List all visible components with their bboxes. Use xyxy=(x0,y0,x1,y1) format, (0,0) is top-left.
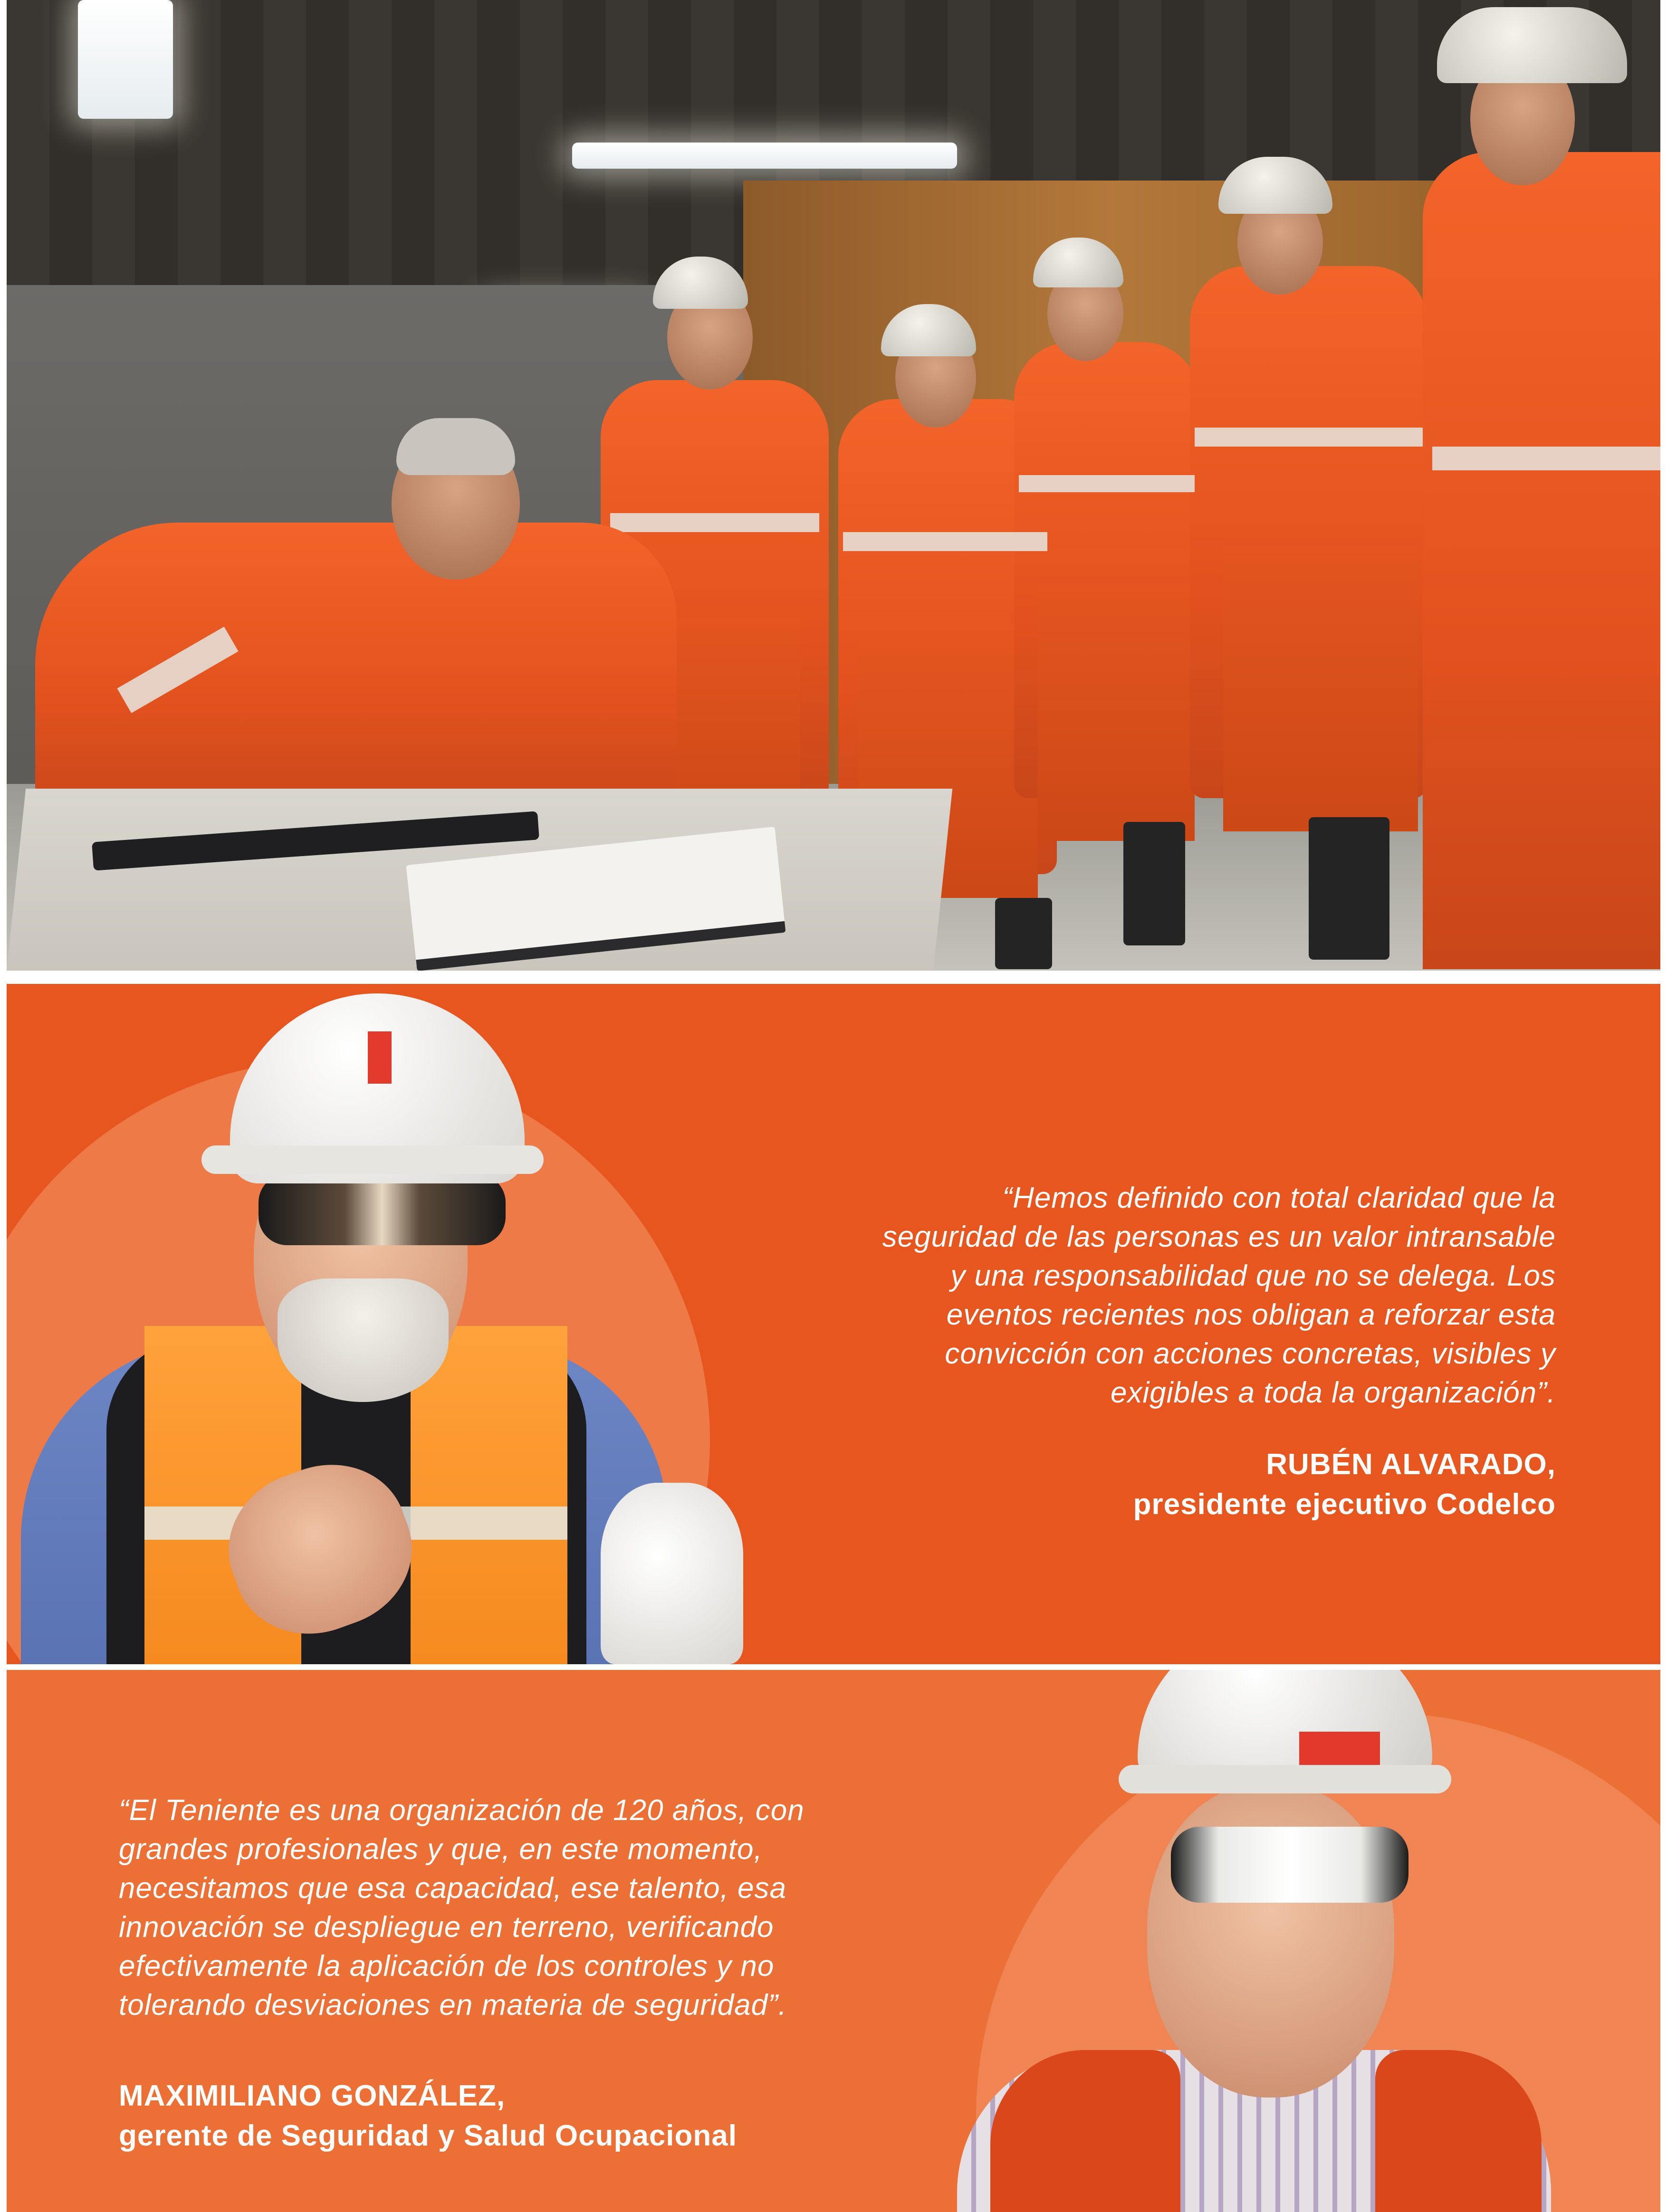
ceiling-light xyxy=(78,0,173,119)
hard-hat-brim xyxy=(201,1145,544,1174)
quote-text-ruben: “Hemos definido con total claridad que la seguridad de las personas es un valor intransable y una responsabilidad que no se delega. Los eventos recientes nos obligan a reforzar esta convicción con acciones concretas, visibles y exigibles a toda la organización”. xyxy=(882,1182,1556,1409)
reflective-stripe xyxy=(1195,428,1423,447)
quote-author-ruben: RUBÉN ALVARADO, presidente ejecutivo Codelco xyxy=(1133,1448,1556,1521)
miner-boot xyxy=(995,898,1052,969)
miner-pants xyxy=(1223,546,1418,831)
reflective-stripe xyxy=(843,532,1047,551)
ceiling-light xyxy=(572,143,957,169)
miner-boot xyxy=(1309,817,1389,960)
miner-figure xyxy=(1423,152,1660,969)
portrait-vest-right xyxy=(411,1326,567,1664)
helmet-icon xyxy=(1437,7,1627,83)
quote-author-maximiliano: MAXIMILIANO GONZÁLEZ, gerente de Seguridad y Salud Ocupacional xyxy=(119,2079,737,2152)
glove-icon xyxy=(601,1483,743,1664)
quote-panel-ruben xyxy=(7,984,1660,1664)
quote-panel-maximiliano xyxy=(7,1670,1660,2212)
miners-photo xyxy=(7,0,1660,971)
reflective-stripe xyxy=(610,513,819,532)
hard-hat-brim xyxy=(1119,1765,1451,1793)
seated-miner xyxy=(35,523,677,817)
miner-pants xyxy=(1038,584,1195,841)
hat-sticker xyxy=(368,1031,392,1084)
safety-goggles-icon xyxy=(1171,1827,1408,1903)
safety-goggles-icon xyxy=(259,1174,506,1245)
quote-text-maximiliano: “El Teniente es una organización de 120 años, con grandes profesionales y que, en este momento, necesitamos que esa capacidad, ese talento, esa innovación se despliegue en terreno, verificando efectivamente la aplicación de los controles y no tolerando desviaciones en materia de seguridad”. xyxy=(119,1794,805,2021)
hat-sticker xyxy=(1299,1732,1380,1765)
reflective-stripe xyxy=(1432,447,1660,470)
miner-boot xyxy=(1123,822,1185,945)
seated-miner-hair xyxy=(396,418,515,475)
portrait-beard xyxy=(278,1278,449,1402)
reflective-stripe xyxy=(1019,475,1195,492)
